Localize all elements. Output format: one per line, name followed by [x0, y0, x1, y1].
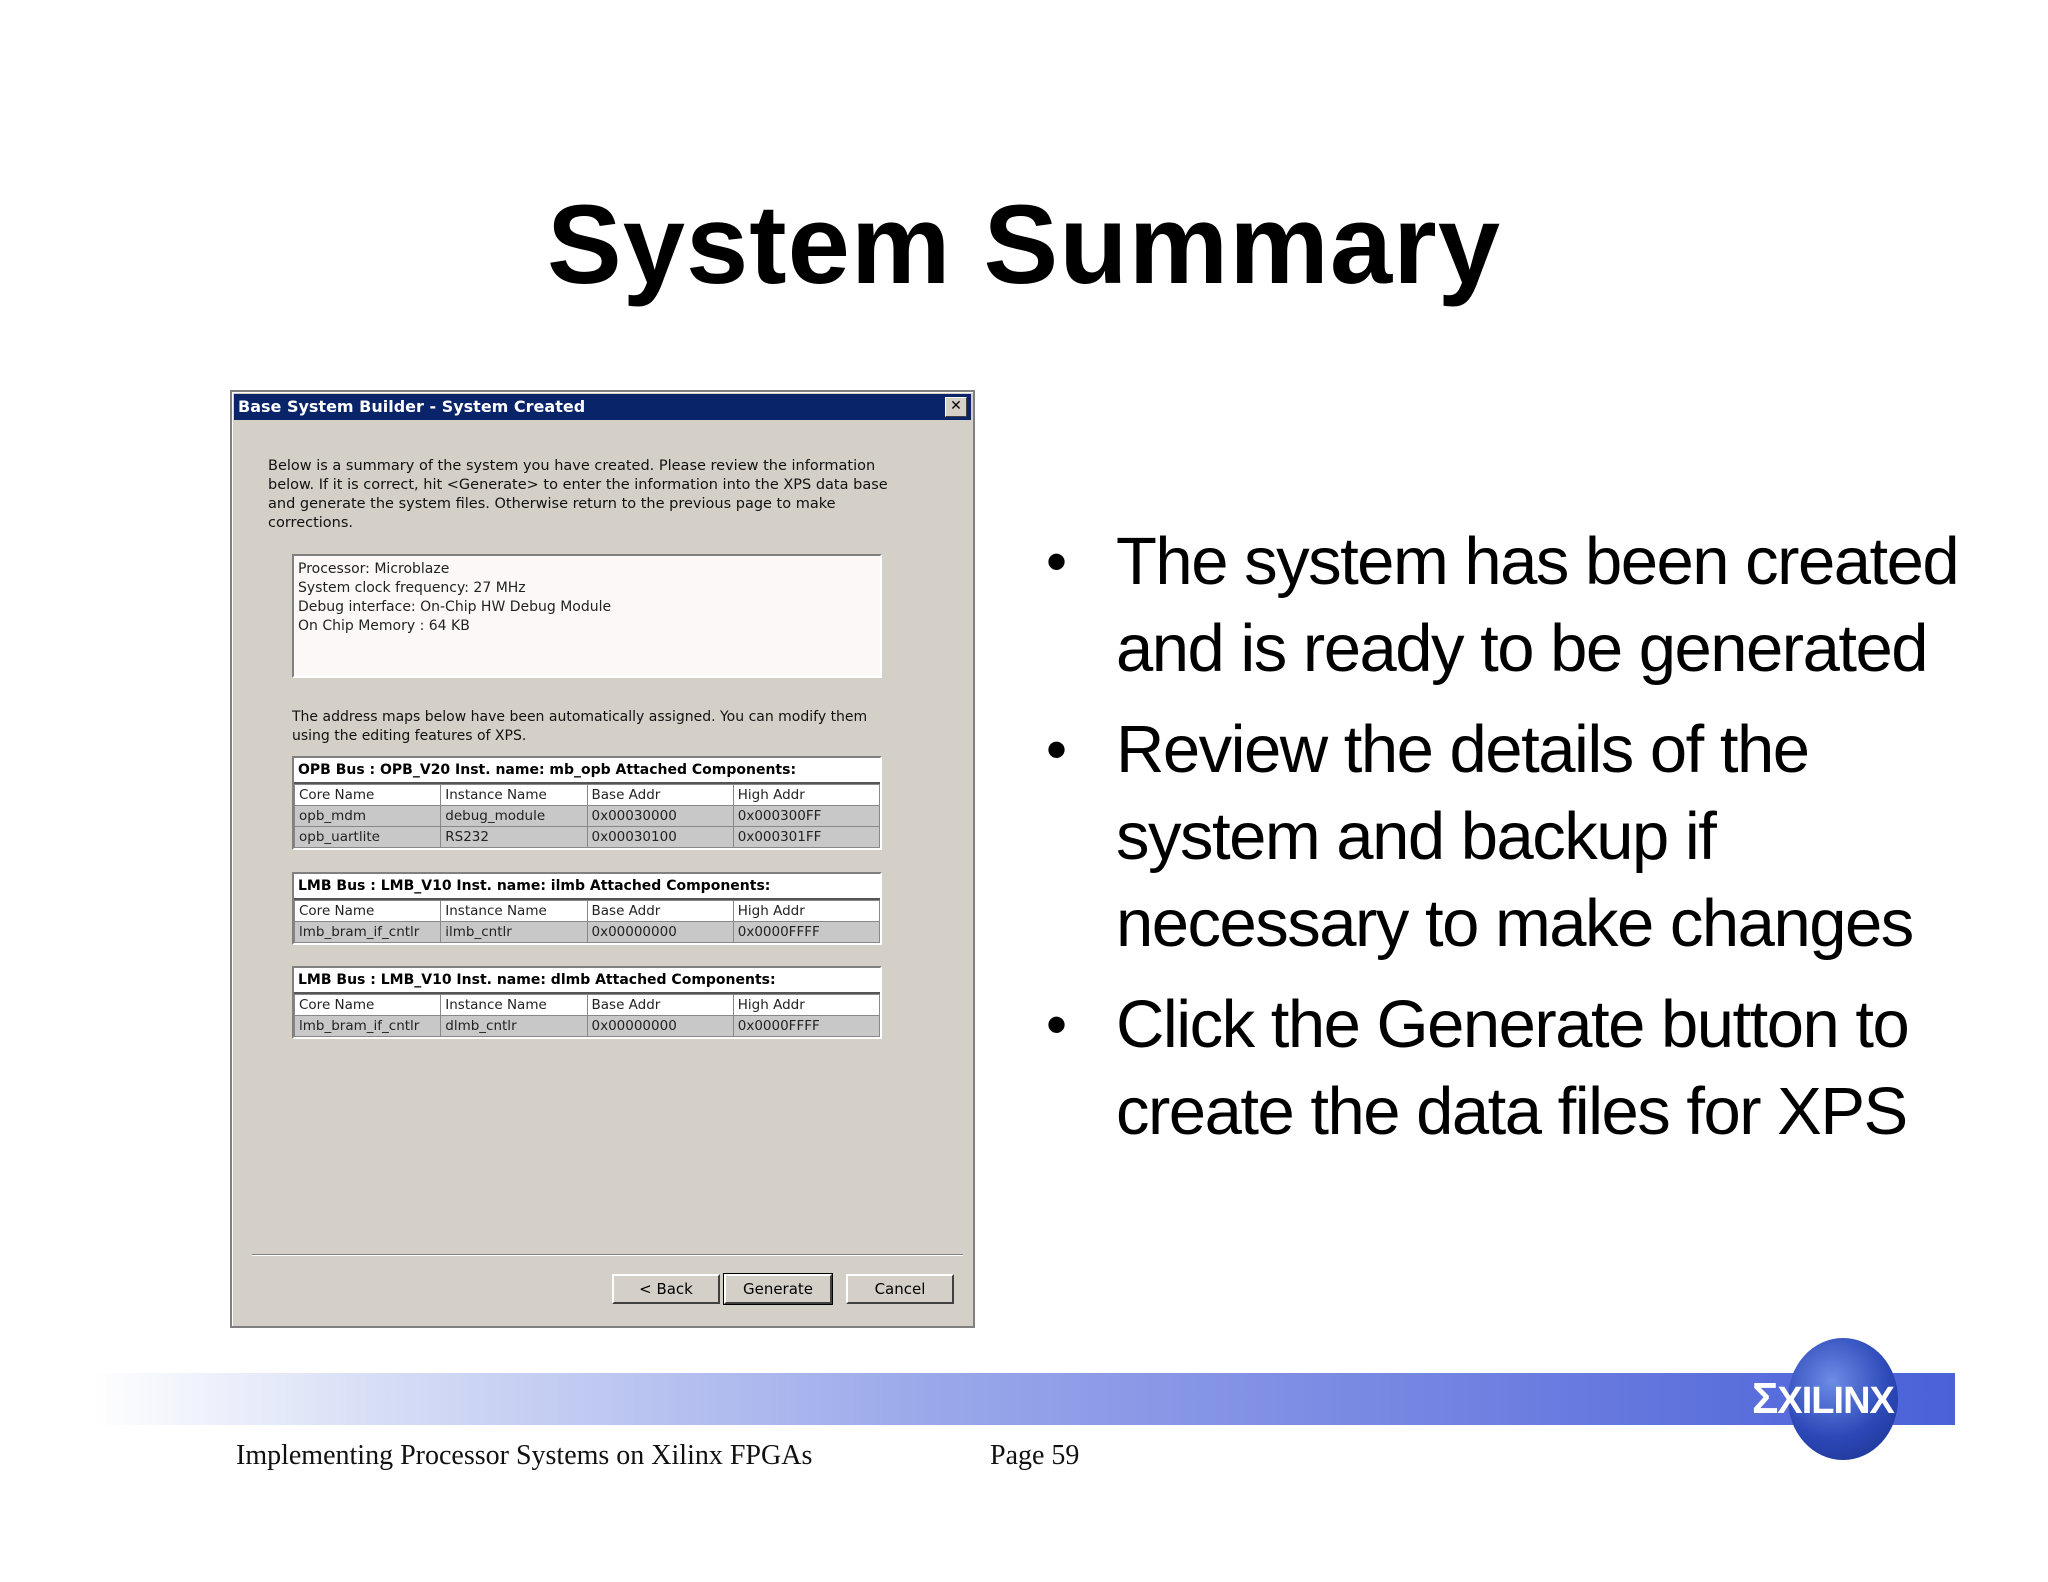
back-button[interactable]: < Back	[612, 1274, 720, 1304]
bullet-dot-icon: •	[1046, 716, 1066, 783]
column-header: Instance Name	[441, 901, 587, 922]
table-cell[interactable]: 0x00030000	[587, 806, 733, 827]
button-separator	[252, 1254, 963, 1256]
table-cell[interactable]: 0x00000000	[587, 1016, 733, 1037]
xilinx-x-mark-icon: Σ	[1752, 1374, 1778, 1423]
footer-course-title: Implementing Processor Systems on Xilinx FPGAs	[236, 1440, 813, 1471]
footer-gradient-bar	[92, 1373, 1955, 1425]
table-header-row	[295, 901, 880, 922]
column-header: Base Addr	[587, 785, 733, 806]
system-summary-box	[292, 554, 882, 678]
summary-line-processor: Processor: Microblaze	[298, 561, 450, 577]
bullet-text: Click the Generate button to create the data files for XPS	[1116, 987, 1909, 1149]
table-cell[interactable]: 0x000301FF	[733, 827, 879, 848]
close-icon[interactable]: ✕	[945, 397, 967, 417]
table-cell[interactable]: ilmb_cntlr	[441, 922, 587, 943]
table-cell[interactable]: dlmb_cntlr	[441, 1016, 587, 1037]
summary-line-memory: On Chip Memory : 64 KB	[298, 618, 470, 634]
column-header: Base Addr	[587, 995, 733, 1016]
bus-heading: OPB Bus : OPB_V20 Inst. name: mb_opb Attached Components:	[294, 758, 880, 784]
table-row[interactable]	[295, 827, 880, 848]
table-row[interactable]	[295, 1016, 880, 1037]
bus-heading: LMB Bus : LMB_V10 Inst. name: dlmb Attached Components:	[294, 968, 880, 994]
summary-line-clock: System clock frequency: 27 MHz	[298, 580, 526, 596]
column-header: Instance Name	[441, 995, 587, 1016]
column-header: Core Name	[295, 901, 441, 922]
summary-line-debug: Debug interface: On-Chip HW Debug Module	[298, 599, 612, 615]
dialog-title: Base System Builder - System Created	[238, 397, 586, 416]
xilinx-logo	[1752, 1374, 1894, 1424]
bullet-list	[1040, 518, 2000, 1169]
table-header-row	[295, 785, 880, 806]
base-system-builder-dialog	[230, 390, 975, 1328]
table-cell[interactable]: RS232	[441, 827, 587, 848]
bullet-item	[1040, 706, 2000, 967]
slide-title: System Summary	[546, 182, 1502, 307]
cancel-button[interactable]: Cancel	[846, 1274, 954, 1304]
column-header: High Addr	[733, 995, 879, 1016]
table-cell[interactable]: opb_uartlite	[295, 827, 441, 848]
bullet-item	[1040, 518, 2000, 692]
bullet-item	[1040, 981, 2000, 1155]
column-header: High Addr	[733, 901, 879, 922]
table-cell[interactable]: lmb_bram_if_cntlr	[295, 1016, 441, 1037]
table-row[interactable]	[295, 922, 880, 943]
intro-text: Below is a summary of the system you have created. Please review the information below. If it is correct, hit <Generate> to enter the information into the XPS data base and generate the system files. Otherwise return to the previous page to make corrections.	[268, 458, 888, 531]
column-header: High Addr	[733, 785, 879, 806]
dlmb-bus-table	[292, 966, 882, 1039]
dialog-titlebar	[234, 394, 971, 420]
table-cell[interactable]: 0x000300FF	[733, 806, 879, 827]
table-cell[interactable]: 0x00030100	[587, 827, 733, 848]
table-cell[interactable]: lmb_bram_if_cntlr	[295, 922, 441, 943]
bullet-text: Review the details of the system and backup if necessary to make changes	[1116, 712, 1913, 961]
bus-heading: LMB Bus : LMB_V10 Inst. name: ilmb Attached Components:	[294, 874, 880, 900]
table-cell[interactable]: 0x00000000	[587, 922, 733, 943]
address-map-note: The address maps below have been automatically assigned. You can modify them using the editing features of XPS.	[292, 709, 868, 744]
table-cell[interactable]: 0x0000FFFF	[733, 1016, 879, 1037]
table-header-row	[295, 995, 880, 1016]
table-cell[interactable]: 0x0000FFFF	[733, 922, 879, 943]
column-header: Instance Name	[441, 785, 587, 806]
bullet-dot-icon: •	[1046, 528, 1066, 595]
column-header: Core Name	[295, 785, 441, 806]
bullet-dot-icon: •	[1046, 991, 1066, 1058]
column-header: Core Name	[295, 995, 441, 1016]
table-cell[interactable]: opb_mdm	[295, 806, 441, 827]
xilinx-logo-text: XILINX	[1777, 1380, 1894, 1422]
opb-bus-table	[292, 756, 882, 850]
column-header: Base Addr	[587, 901, 733, 922]
generate-button[interactable]: Generate	[724, 1274, 832, 1304]
table-row[interactable]	[295, 806, 880, 827]
footer-page-number: Page 59	[990, 1440, 1080, 1471]
table-cell[interactable]: debug_module	[441, 806, 587, 827]
ilmb-bus-table	[292, 872, 882, 945]
bullet-text: The system has been created and is ready to be generated	[1116, 524, 1959, 686]
